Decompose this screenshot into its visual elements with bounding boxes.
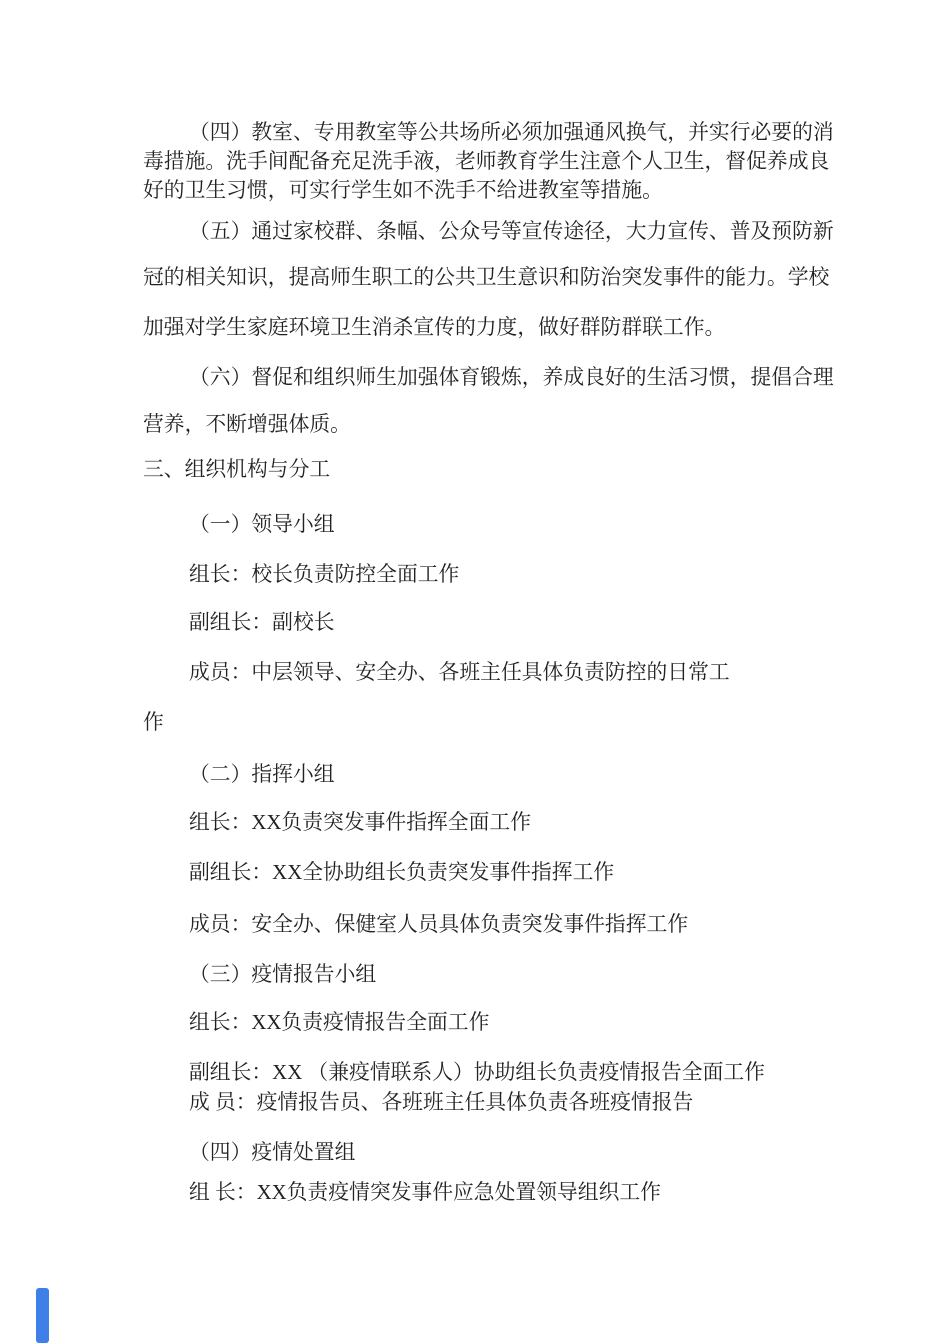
subsection-1-title: （一）领导小组 [189, 513, 335, 536]
paragraph-5-line-1: （五）通过家校群、条幅、公众号等宣传途径，大力宣传、普及预防新 [189, 220, 834, 243]
group-3-leader: 组长：XX负责疫情报告全面工作 [189, 1011, 490, 1034]
paragraph-4-line-3: 好的卫生习惯，可实行学生如不洗手不给进教室等措施。 [143, 179, 663, 202]
subsection-3-title: （三）疫情报告小组 [189, 963, 377, 986]
paragraph-6-line-1: （六）督促和组织师生加强体育锻炼，养成良好的生活习惯，提倡合理 [189, 366, 834, 389]
paragraph-6-line-2: 营养，不断增强体质。 [143, 413, 351, 436]
group-1-members-line-1: 成员：中层领导、安全办、各班主任具体负责防控的日常工 [189, 661, 730, 684]
group-2-leader: 组长：XX负责突发事件指挥全面工作 [189, 811, 531, 834]
group-3-members: 成 员：疫情报告员、各班班主任具体负责各班疫情报告 [189, 1091, 694, 1114]
paragraph-5-line-3: 加强对学生家庭环境卫生消杀宣传的力度，做好群防群联工作。 [143, 316, 726, 339]
subsection-2-title: （二）指挥小组 [189, 763, 335, 786]
group-2-deputy: 副组长：XX全协助组长负责突发事件指挥工作 [189, 861, 615, 884]
subsection-4-title: （四）疫情处置组 [189, 1141, 356, 1164]
group-2-members: 成员：安全办、保健室人员具体负责突发事件指挥工作 [189, 913, 689, 936]
group-1-members-line-2: 作 [143, 711, 164, 734]
scroll-position-indicator[interactable] [36, 1288, 49, 1343]
group-1-leader: 组长：校长负责防控全面工作 [189, 563, 460, 586]
document-body [143, 0, 843, 1207]
paragraph-4-line-1: （四）教室、专用教室等公共场所必须加强通风换气，并实行必要的消 [189, 121, 834, 144]
section-heading-3: 三、组织机构与分工 [143, 458, 331, 481]
group-4-leader: 组 长：XX负责疫情突发事件应急处置领导组织工作 [189, 1181, 661, 1204]
paragraph-4-line-2: 毒措施。洗手间配备充足洗手液，老师教育学生注意个人卫生，督促养成良 [143, 150, 830, 173]
group-1-deputy: 副组长：副校长 [189, 611, 335, 634]
group-3-deputy: 副组长：XX （兼疫情联系人）协助组长负责疫情报告全面工作 [189, 1061, 765, 1084]
paragraph-5-line-2: 冠的相关知识，提高师生职工的公共卫生意识和防治突发事件的能力。学校 [143, 266, 830, 289]
